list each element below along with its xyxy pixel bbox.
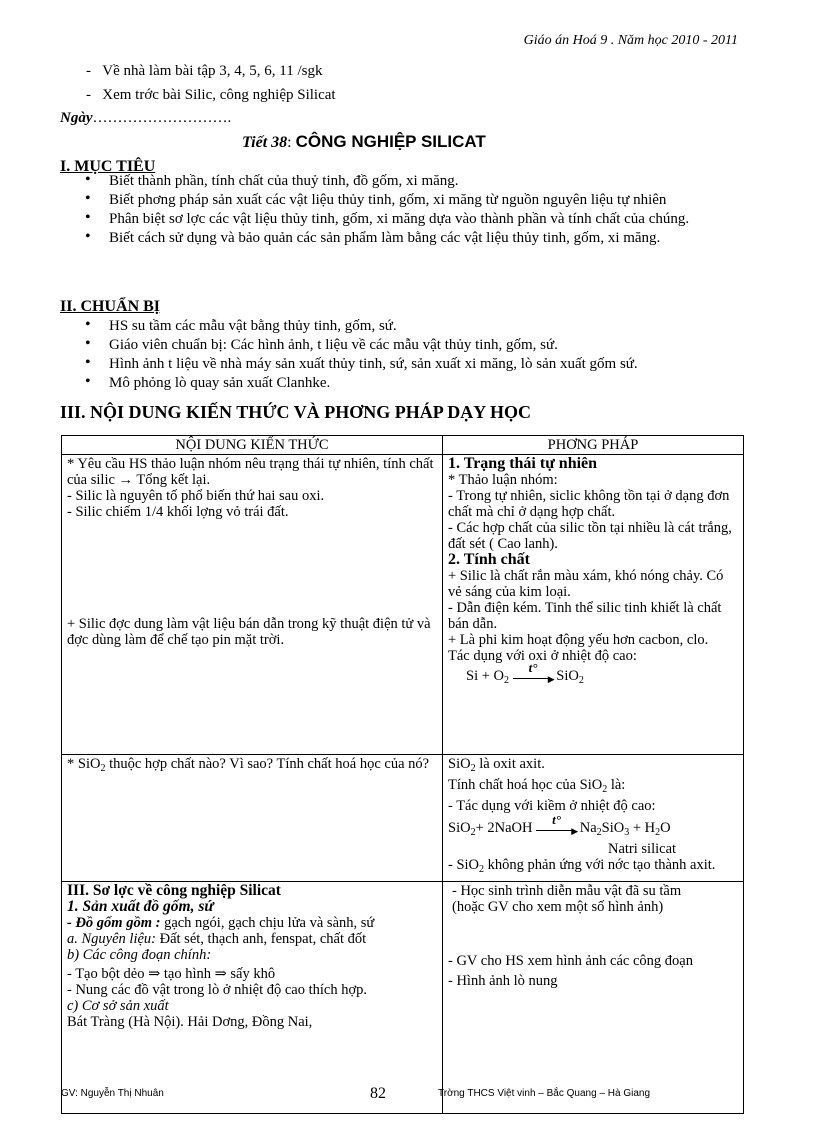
- text: - Đồ gốm gồm :: [67, 915, 161, 931]
- heading-properties: 2. Tính chất: [448, 551, 530, 568]
- lesson-sep: :: [287, 134, 292, 151]
- eq-subscript: 2: [470, 827, 476, 838]
- text: Tính chất hoá học của SiO: [448, 777, 603, 793]
- eq-part: + H: [629, 820, 656, 836]
- eq-subscript: 2: [655, 827, 661, 838]
- row1-fact-1: - Silic là nguyên tố phổ biến thứ hai sau oxi.: [67, 488, 325, 504]
- content-line: Bát Tràng (Hà Nội). Hải Dơng, Đồng Nai,: [67, 1014, 313, 1030]
- eq-subscript: 2: [470, 763, 476, 774]
- content-line: c) Cơ sở sản xuất: [67, 998, 169, 1014]
- objective-item: • Biết cách sử dụng và bảo quản các sản phẩm làm bằng các vật liệu thủy tinh, gốm, xi măng.: [85, 230, 705, 246]
- eq-subscript: 2: [578, 675, 584, 686]
- dash-bullet: -: [86, 63, 91, 79]
- method-line: (hoặc GV cho xem một số hình ảnh): [452, 899, 664, 915]
- table-row: [62, 755, 744, 882]
- eq-subscript: 2: [602, 784, 608, 795]
- objective-item: • Phân biệt sơ lợc các vật liệu thủy tinh, gốm, xi măng dựa vào thành phần và tính chất của chúng.: [85, 211, 705, 227]
- heading-silicate-industry: III. Sơ lợc về công nghiệp Silicat: [67, 882, 281, 899]
- text: - SiO: [448, 857, 480, 873]
- page-header-title: Giáo án Hoá 9 . Năm học 2010 - 2011: [523, 33, 738, 48]
- equation-si-o2: [448, 659, 738, 689]
- method-line: [448, 756, 738, 777]
- content-line: [67, 966, 437, 982]
- method-line: + Silic là chất rắn màu xám, khó nóng chảy. Có vẻ sáng của kim loại.: [448, 568, 724, 600]
- section-3-title: III. NỘI DUNG KIẾN THỨC VÀ PHƠNG PHÁP DẠY HỌC: [60, 402, 532, 422]
- row3-method-cell: [443, 882, 744, 1114]
- eq-part: O: [660, 820, 671, 836]
- table-row: [62, 882, 744, 1114]
- text: là:: [607, 777, 626, 793]
- eq-part: SiO: [601, 820, 625, 836]
- lesson-heading: [242, 133, 486, 151]
- eq-product: SiO: [556, 668, 579, 684]
- eq-product-name: Natri silicat: [608, 841, 677, 857]
- preparation-item: • Mô phỏng lò quay sản xuất Clanhke.: [85, 375, 705, 391]
- table-row: [62, 455, 744, 755]
- eq-part: + 2NaOH: [475, 820, 537, 836]
- method-line: - Tác dụng với kiềm ở nhiệt độ cao:: [448, 798, 656, 814]
- equation-sio2-naoh: [448, 811, 738, 841]
- section-2-title: II. CHUẨN BỊ: [60, 298, 161, 315]
- preparation-item: • Hình ảnh t liệu về nhà máy sản xuất thủy tinh, sứ, sản xuất xi măng, lò sản xuất gốm sứ.: [85, 356, 705, 372]
- eq-condition: t°: [528, 659, 538, 675]
- row1-question-tail: Tổng kết lại.: [133, 472, 211, 488]
- method-line: + Là phi kim hoạt động yếu hơn cacbon, clo.: [448, 632, 709, 648]
- date-line: [60, 110, 231, 127]
- text: không phản ứng với nớc tạo thành axit.: [484, 857, 716, 873]
- eq-subscript: 2: [100, 763, 106, 774]
- eq-part: SiO: [448, 820, 471, 836]
- heading-ceramics: 1. Sản xuất đồ gốm, sứ: [67, 898, 214, 915]
- reaction-arrow-icon: [513, 659, 553, 682]
- eq-condition: t°: [552, 811, 561, 827]
- lesson-number: Tiết 38: [242, 134, 288, 151]
- method-line: [448, 777, 738, 798]
- homework-text-2: Xem trớc bài Silic, công nghiệp Silicat: [102, 87, 336, 103]
- eq-subscript: 2: [479, 864, 485, 875]
- method-line: - Các hợp chất của silic tồn tại nhiều là cát trắng, đất sét ( Cao lanh).: [448, 520, 732, 552]
- preparation-list: [85, 318, 705, 394]
- eq-subscript: 3: [624, 827, 630, 838]
- footer-teacher: GV: Nguyễn Thị Nhuân: [61, 1088, 164, 1099]
- method-line: - GV cho HS xem hình ảnh các công đoạn: [448, 953, 693, 969]
- row3-content-cell: [62, 882, 443, 1114]
- row1-fact-3: + Silic đợc dung làm vật liệu bán dẫn trong kỹ thuật điện tử và đợc dùng làm để chế tạo pin mặt trời.: [67, 616, 431, 648]
- row1-fact-2: - Silic chiếm 1/4 khối lợng vỏ trái đất.: [67, 504, 289, 520]
- row2-question: [67, 756, 437, 777]
- text: - Tạo bột dẻo: [67, 966, 149, 982]
- heading-natural-state: 1. Trạng thái tự nhiên: [448, 455, 598, 472]
- method-line: - Hình ảnh lò nung: [448, 973, 558, 989]
- method-line: - Dẫn điện kém. Tinh thể silic tinh khiết là chất bán dẫn.: [448, 600, 722, 632]
- section-1-title: I. MỤC TIÊU: [60, 158, 156, 175]
- lesson-title: CÔNG NGHIỆP SILICAT: [295, 132, 486, 151]
- col-header-method: PHƠNG PHÁP: [443, 436, 744, 455]
- row1-content-cell: [62, 455, 443, 755]
- implies-arrow-icon: ⇒: [148, 966, 161, 982]
- table-header-row: [62, 436, 744, 455]
- text: a. Nguyên liệu:: [67, 931, 156, 947]
- date-dots: ……………………….: [92, 110, 232, 126]
- homework-item-2: [86, 87, 336, 104]
- text: Đất sét, thạch anh, fenspat, chất đốt: [156, 931, 367, 947]
- implies-arrow-icon: ⇒: [214, 966, 227, 982]
- eq-part: Na: [579, 820, 597, 836]
- row1-method-cell: [443, 455, 744, 755]
- footer-school: Trờng THCS Việt vinh – Bắc Quang – Hà Giang: [438, 1088, 651, 1099]
- method-line: Tác dụng với oxi ở nhiệt độ cao:: [448, 648, 637, 664]
- text: tạo hình: [160, 966, 215, 982]
- row1-question-text: * Yêu cầu HS thảo luận nhóm nêu trạng thái tự nhiên, tính chất của silic: [67, 456, 434, 488]
- content-line: - Nung các đồ vật trong lò ở nhiệt độ cao thích hợp.: [67, 982, 368, 998]
- dash-bullet: -: [86, 87, 91, 103]
- content-line: [67, 915, 437, 931]
- right-arrow-icon: →: [118, 472, 134, 488]
- row1-question: [67, 456, 437, 488]
- eq-subscript: 2: [596, 827, 602, 838]
- method-line: - Học sinh trình diễn mẫu vật đã su tầm: [452, 883, 682, 899]
- method-line: - Trong tự nhiên, siclic không tồn tại ở dạng đơn chất mà chỉ ở dạng hợp chất.: [448, 488, 730, 520]
- content-line: [67, 931, 437, 947]
- lesson-table: [61, 435, 744, 1114]
- method-line: [448, 857, 738, 878]
- text: gạch ngói, gạch chịu lửa và sành, sứ: [160, 915, 375, 931]
- text: là oxit axit.: [475, 756, 545, 772]
- row2-q-b: thuộc hợp chất nào? Vì sao? Tính chất hoá học của nó?: [105, 756, 430, 772]
- col-header-content: NỘI DUNG KIẾN THỨC: [62, 436, 443, 455]
- preparation-item: • Giáo viên chuẩn bị: Các hình ảnh, t liệu về các mẫu vật thủy tinh, gốm, sứ.: [85, 337, 705, 353]
- row2-content-cell: [62, 755, 443, 882]
- preparation-item: • HS su tầm các mẫu vật bằng thủy tinh, gốm, sứ.: [85, 318, 705, 334]
- objective-item: • Biết thành phần, tính chất của thuỷ tinh, đồ gốm, xi măng.: [85, 173, 705, 189]
- text: sấy khô: [226, 966, 276, 982]
- page-number: 82: [370, 1085, 386, 1102]
- text: SiO: [448, 756, 471, 772]
- homework-text-1: Về nhà làm bài tập 3, 4, 5, 6, 11 /sgk: [102, 63, 323, 79]
- eq-reactants: Si + O: [466, 668, 504, 684]
- homework-item-1: [86, 63, 323, 80]
- eq-subscript: 2: [504, 675, 509, 686]
- row2-method-cell: [443, 755, 744, 882]
- objective-item: • Biết phơng pháp sản xuất các vật liệu thủy tinh, gốm, xi măng từ nguồn nguyên liệu tự nhiên: [85, 192, 705, 208]
- reaction-arrow-icon: [536, 811, 576, 834]
- row2-q-a: * SiO: [67, 756, 101, 772]
- date-label: Ngày: [60, 110, 93, 126]
- method-line: * Thảo luận nhóm:: [448, 472, 558, 488]
- content-line: b) Các công đoạn chính:: [67, 947, 212, 963]
- objectives-list: [85, 173, 705, 249]
